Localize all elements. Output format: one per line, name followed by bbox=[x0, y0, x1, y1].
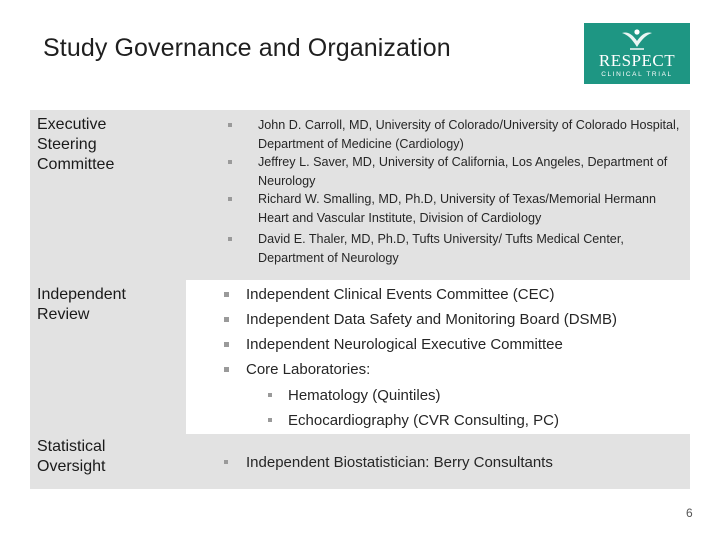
statistics-list bbox=[186, 434, 690, 489]
list-item-text: Richard W. Smalling, MD, Ph.D, University of Texas/Memorial Hermann Heart and Vascular Institute, Division of Cardiology bbox=[258, 192, 656, 225]
section-statistical-oversight bbox=[30, 434, 690, 489]
list-item-text: Independent Neurological Executive Committee bbox=[246, 336, 563, 353]
list-item-text: Independent Clinical Events Committee (CEC) bbox=[246, 286, 555, 303]
page-number: 6 bbox=[686, 506, 693, 520]
review-list bbox=[186, 280, 690, 434]
bullet-icon bbox=[224, 367, 229, 372]
sub-list-item-text: Echocardiography (CVR Consulting, PC) bbox=[288, 412, 559, 429]
respect-logo bbox=[584, 23, 690, 84]
list-item-text: Independent Data Safety and Monitoring Board (DSMB) bbox=[246, 311, 618, 328]
section-executive-steering bbox=[30, 110, 690, 280]
section-label-cell bbox=[30, 434, 186, 489]
logo-subtitle: CLINICAL TRIAL bbox=[601, 71, 673, 78]
bullet-icon bbox=[224, 342, 229, 347]
bullet-icon bbox=[228, 237, 232, 241]
bullet-icon bbox=[268, 393, 272, 397]
section-label-cell bbox=[30, 280, 186, 434]
list-item-text: Core Laboratories: bbox=[246, 361, 371, 378]
bullet-icon bbox=[268, 418, 272, 422]
bullet-icon bbox=[228, 123, 232, 127]
logo-wordmark: RESPECT bbox=[598, 51, 676, 70]
bird-icon bbox=[620, 27, 654, 53]
section-label: Executive Steering Committee bbox=[37, 116, 115, 173]
section-label-cell bbox=[30, 110, 186, 280]
bullet-icon bbox=[228, 160, 232, 164]
section-label: Statistical Oversight bbox=[37, 438, 106, 475]
bullet-icon bbox=[224, 460, 228, 464]
section-label: Independent Review bbox=[37, 286, 126, 323]
list-item-text: John D. Carroll, MD, University of Colorado/University of Colorado Hospital, Department of Medicine (Cardiology) bbox=[258, 118, 680, 151]
list-item-text: Jeffrey L. Saver, MD, University of California, Los Angeles, Department of Neurology bbox=[258, 155, 668, 188]
bullet-icon bbox=[224, 317, 229, 322]
committee-list bbox=[186, 110, 690, 280]
slide-title: Study Governance and Organization bbox=[43, 34, 451, 62]
list-item-text: David E. Thaler, MD, Ph.D, Tufts University/ Tufts Medical Center, Department of Neurology bbox=[258, 232, 624, 265]
bullet-icon bbox=[224, 292, 229, 297]
list-item-text: Independent Biostatistician: Berry Consultants bbox=[246, 454, 553, 471]
section-independent-review bbox=[30, 280, 690, 434]
sub-list-item-text: Hematology (Quintiles) bbox=[288, 387, 441, 404]
bullet-icon bbox=[228, 197, 232, 201]
